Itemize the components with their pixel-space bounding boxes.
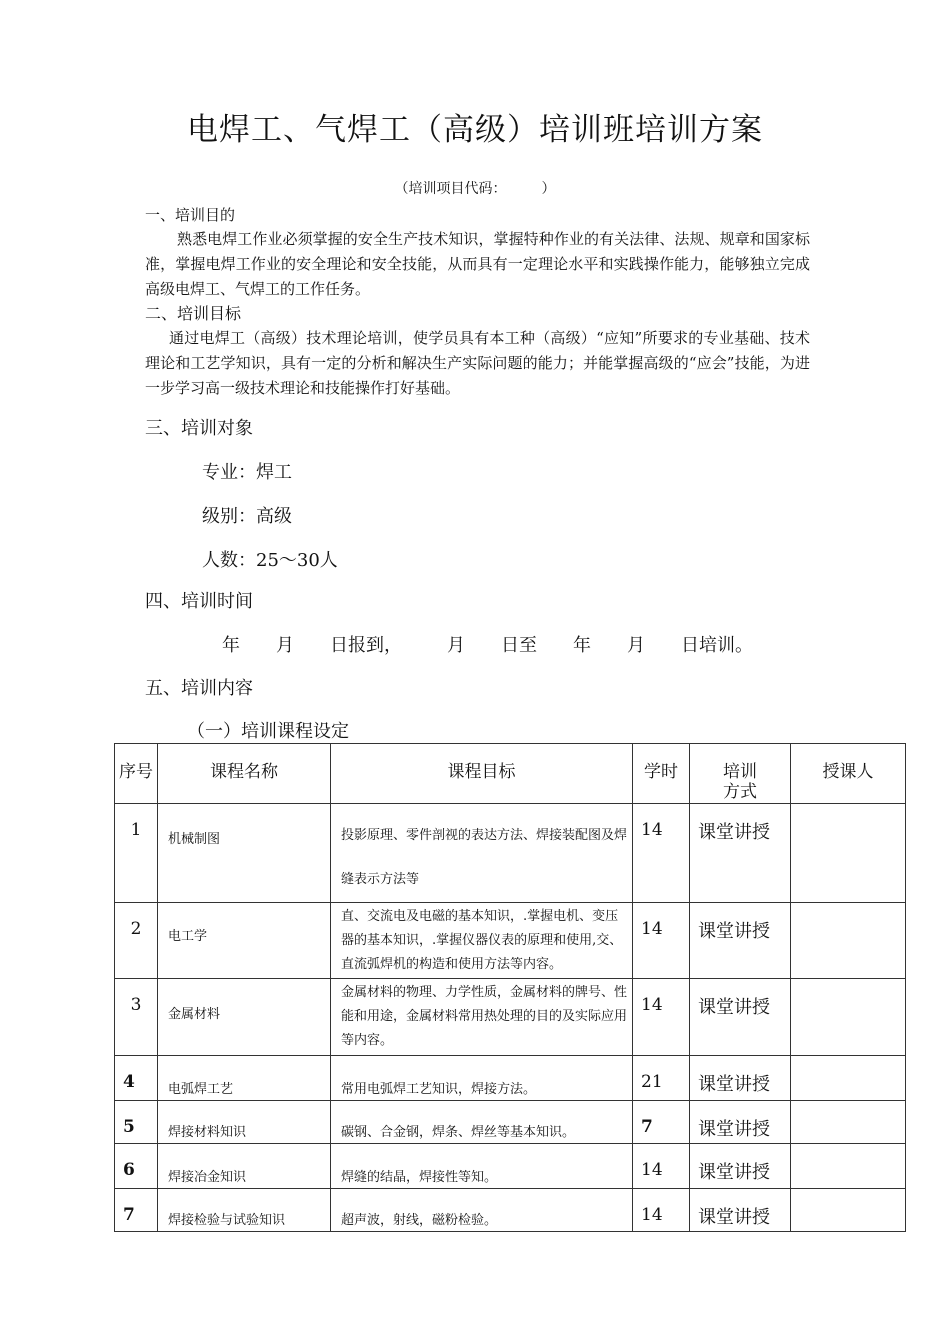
- row-hours: 14: [633, 804, 690, 903]
- row-course-goal: 超声波，射线，磁粉检验。: [331, 1189, 633, 1232]
- row-course-name: 机械制图: [158, 804, 331, 903]
- row-teacher: [791, 1056, 906, 1101]
- table-row: [115, 804, 906, 903]
- table-row: [115, 1189, 906, 1232]
- row-course-goal: [331, 804, 633, 903]
- row-method: 课堂讲授: [690, 1056, 791, 1101]
- trainee-major: 专业：焊工: [202, 462, 292, 483]
- section-3-heading: 三、培训对象: [145, 418, 253, 439]
- header-teacher: 授课人: [791, 744, 906, 804]
- row-goal-text: 投影原理、零件剖视的表达方法、焊接装配图及焊缝表示方法等: [341, 828, 628, 887]
- row-hours: 14: [633, 979, 690, 1056]
- row-course-goal: 焊缝的结晶，焊接性等知。: [331, 1144, 633, 1189]
- trainee-level: 级别：高级: [202, 506, 292, 527]
- row-method: 课堂讲授: [690, 1101, 791, 1144]
- row-hours: 21: [633, 1056, 690, 1101]
- page-title: 电焊工、气焊工（高级）培训班培训方案: [187, 112, 763, 148]
- row-seq: 1: [115, 804, 158, 903]
- header-course-goal: 课程目标: [331, 744, 633, 804]
- header-method: 培训方式: [690, 744, 791, 804]
- row-teacher: [791, 1101, 906, 1144]
- row-seq: 2: [115, 903, 158, 979]
- row-teacher: [791, 804, 906, 903]
- row-hours: 14: [633, 1144, 690, 1189]
- row-teacher: [791, 903, 906, 979]
- course-setting-subheading: （一）培训课程设定: [187, 721, 349, 742]
- row-teacher: [791, 1189, 906, 1232]
- row-course-goal: 常用电弧焊工艺知识，焊接方法。: [331, 1056, 633, 1101]
- trainee-count: 人数：25～30人: [202, 550, 338, 571]
- row-hours: 7: [633, 1101, 690, 1144]
- section-4-heading: 四、培训时间: [145, 591, 253, 612]
- row-hours: 14: [633, 903, 690, 979]
- training-schedule: 年 月 日报到， 月 日至 年 月 日培训。: [222, 635, 753, 656]
- header-hours: 学时: [633, 744, 690, 804]
- row-method: 课堂讲授: [690, 1189, 791, 1232]
- row-method: 课堂讲授: [690, 903, 791, 979]
- row-course-name: 焊接冶金知识: [158, 1144, 331, 1189]
- table-row: [115, 979, 906, 1056]
- header-course-name: 课程名称: [158, 744, 331, 804]
- row-hours: 14: [633, 1189, 690, 1232]
- table-row: [115, 1056, 906, 1101]
- row-method: 课堂讲授: [690, 1144, 791, 1189]
- header-seq: 序号: [115, 744, 158, 804]
- row-seq: 3: [115, 979, 158, 1056]
- course-table: [114, 743, 906, 1232]
- row-teacher: [791, 1144, 906, 1189]
- row-method: 课堂讲授: [690, 979, 791, 1056]
- row-course-goal: 碳钢、合金钢，焊条、焊丝等基本知识。: [331, 1101, 633, 1144]
- section-1-text: 熟悉电焊工作业必须掌握的安全生产技术知识，掌握特种作业的有关法律、法规、规章和国家标准，掌握电焊工作业的安全理论和安全技能，从而具有一定理论水平和实践操作能力，能够独立完成高级电焊工、气焊工的工作任务。: [145, 230, 810, 298]
- row-seq: 6: [115, 1144, 158, 1189]
- row-teacher: [791, 979, 906, 1056]
- row-seq: 7: [115, 1189, 158, 1232]
- row-seq: 5: [115, 1101, 158, 1144]
- section-2-heading: 二、培训目标: [145, 304, 242, 323]
- row-course-name: 电弧焊工艺: [158, 1056, 331, 1101]
- section-2-text: 通过电焊工（高级）技术理论培训，使学员具有本工种（高级）“应知”所要求的专业基础、技术理论和工艺学知识，具有一定的分析和解决生产实际问题的能力；并能掌握高级的“应会”技能，为进一步学习高一级技术理论和技能操作打好基础。: [145, 329, 810, 397]
- row-course-goal: 直、交流电及电磁的基本知识，.掌握电机、变压器的基本知识，.掌握仪器仪表的原理和使用,交、直流弧焊机的构造和使用方法等内容。: [331, 903, 633, 979]
- row-course-goal: 金属材料的物理、力学性质，金属材料的牌号、性能和用途，金属材料常用热处理的目的及实际应用等内容。: [331, 979, 633, 1056]
- section-5-heading: 五、培训内容: [145, 678, 253, 699]
- project-code: （培训项目代码： ）: [394, 181, 556, 197]
- row-course-name: 电工学: [158, 903, 331, 979]
- section-1-heading: 一、培训目的: [145, 206, 236, 224]
- table-row: [115, 1101, 906, 1144]
- row-seq: 4: [115, 1056, 158, 1101]
- row-course-name: 焊接材料知识: [158, 1101, 331, 1144]
- row-course-name: 金属材料: [158, 979, 331, 1056]
- row-course-name: 焊接检验与试验知识: [158, 1189, 331, 1232]
- table-row: [115, 1144, 906, 1189]
- row-method: 课堂讲授: [690, 804, 791, 903]
- table-row: [115, 903, 906, 979]
- table-header-row: [115, 744, 906, 804]
